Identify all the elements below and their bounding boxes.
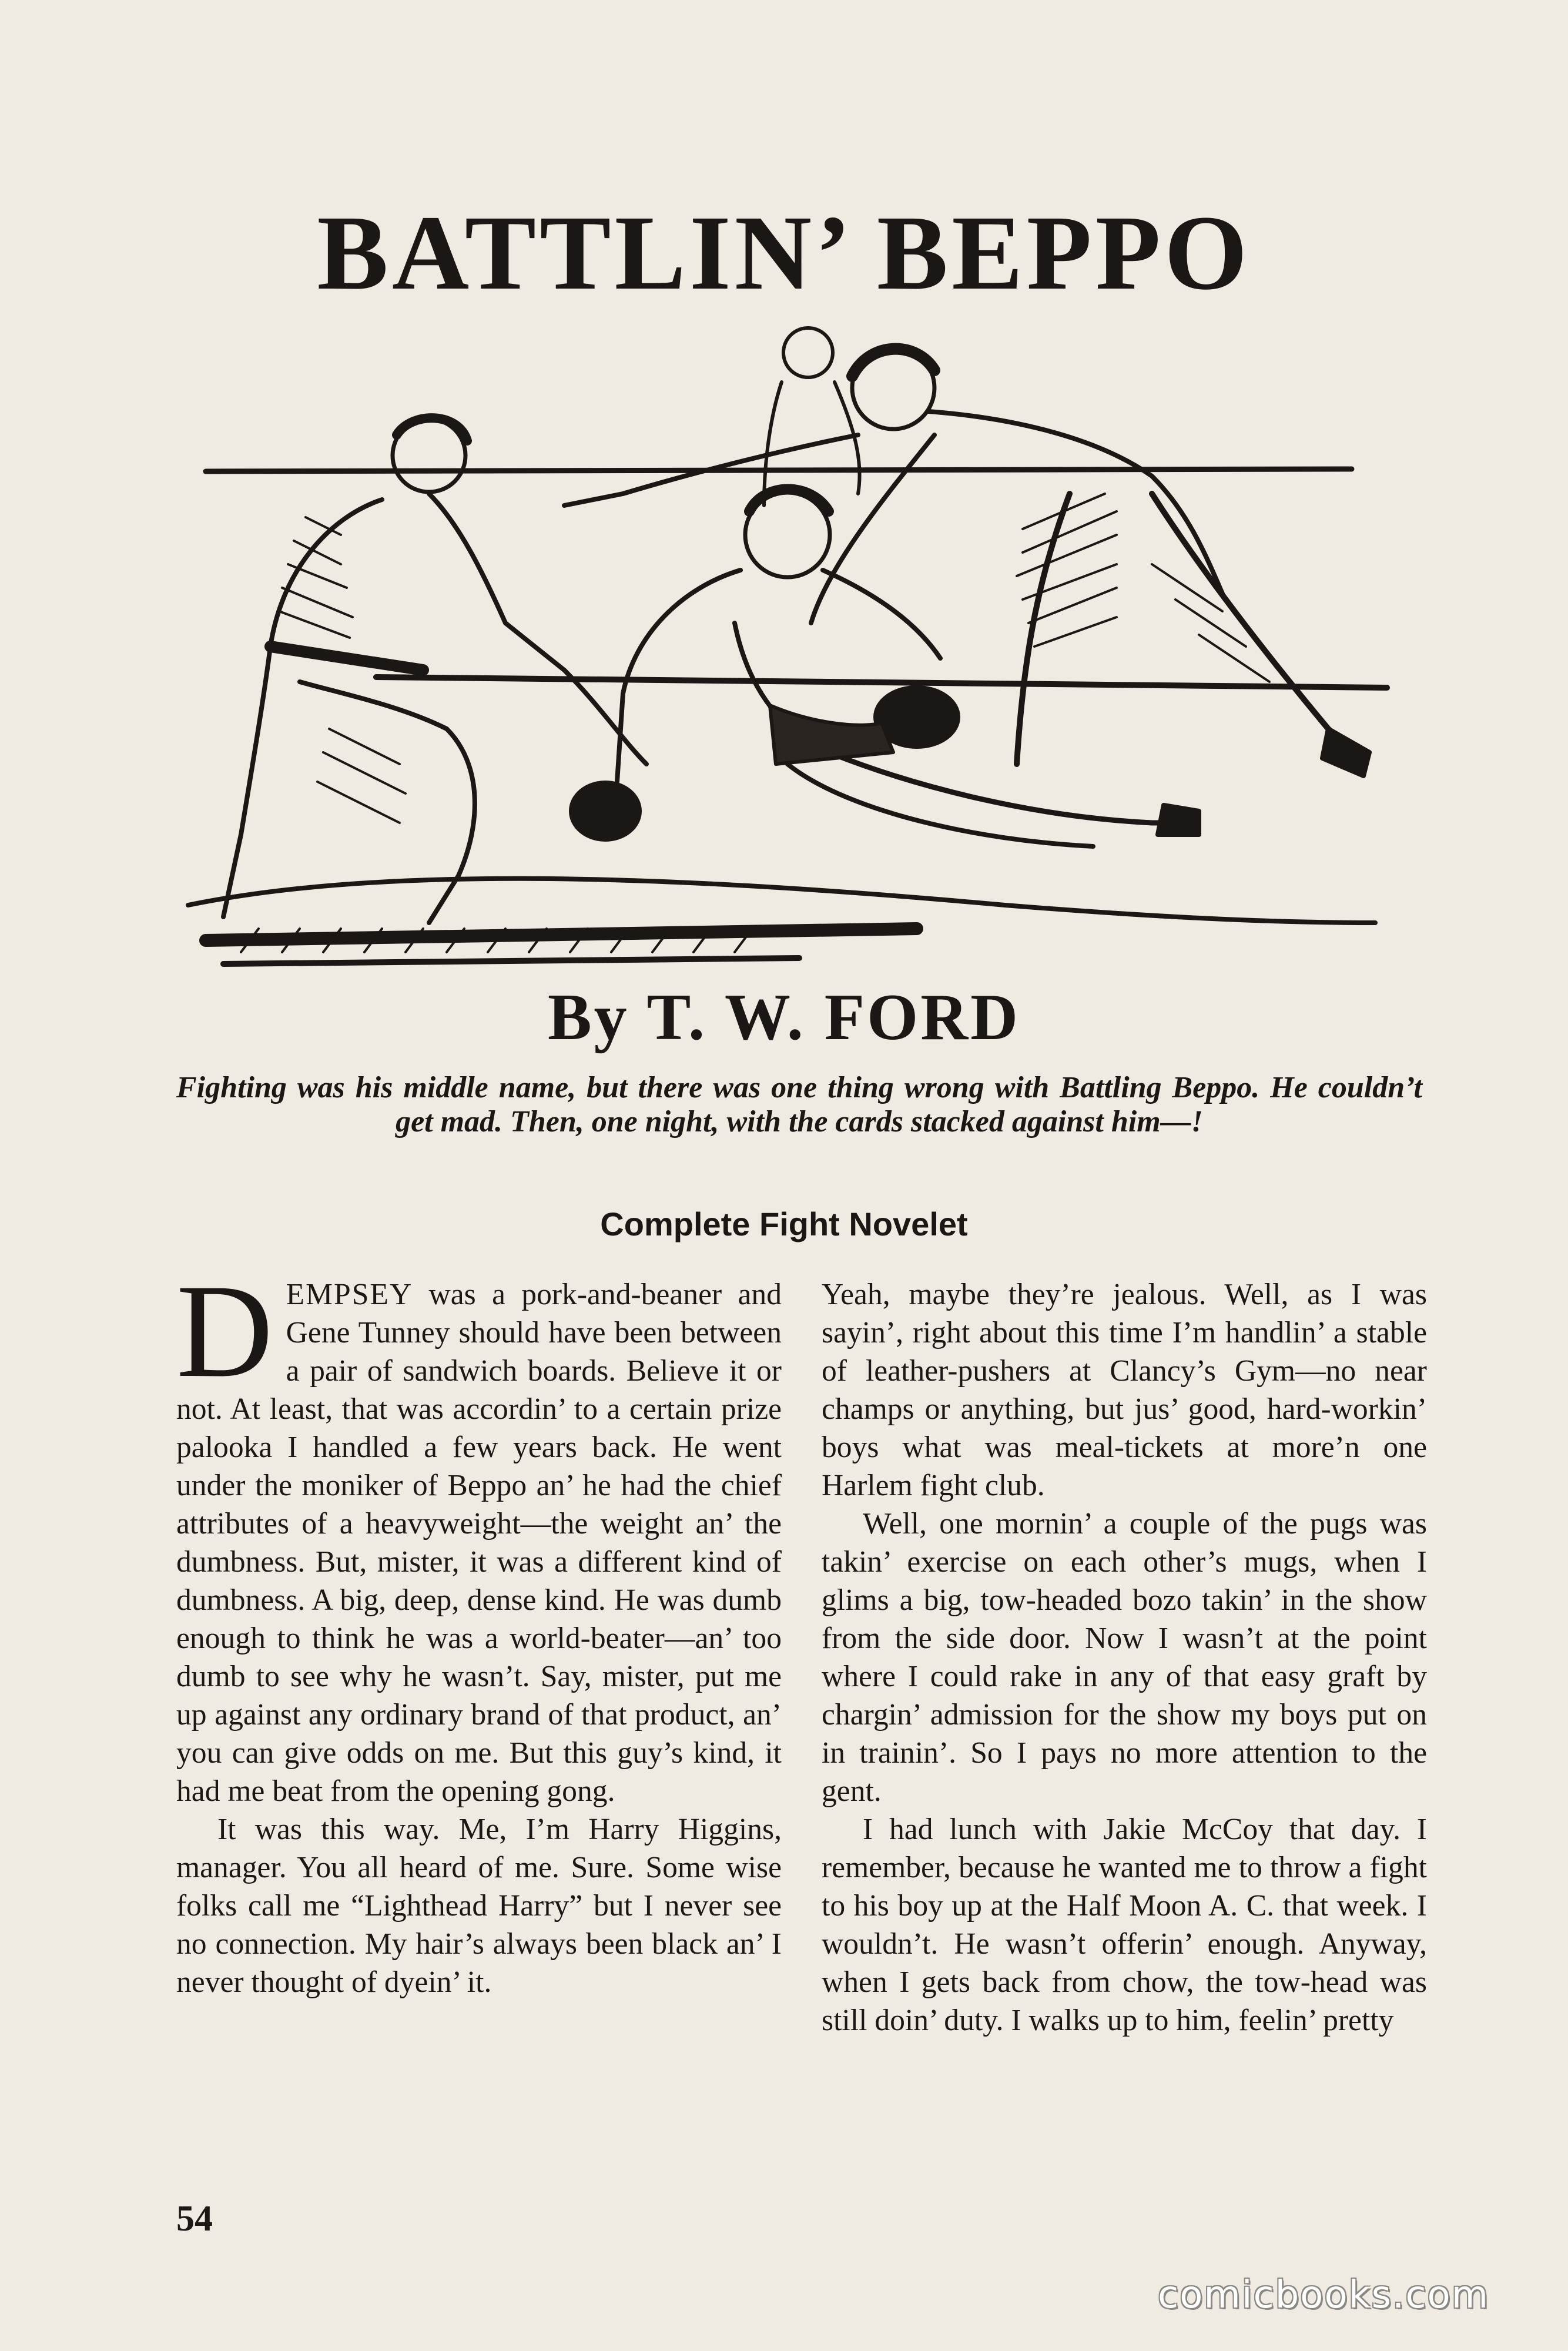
story-title: BATTLIN’ BEPPO bbox=[317, 194, 1251, 312]
story-blurb: Fighting was his middle name, but there was one thing wrong with Battling Beppo. He couldn’t get mad. Then, one night, with the cards stacked against him—! bbox=[176, 1071, 1422, 1138]
page-number: 54 bbox=[176, 2199, 213, 2239]
paragraph: It was this way. Me, I’m Harry Higgins, manager. You all heard of me. Sure. Some wise folks call me “Lighthead Harry” but I never see no connection. My hair’s always been black an’ I never thought of dyein’ it. bbox=[176, 1813, 782, 1999]
first-word: EMPSEY bbox=[286, 1278, 413, 1311]
paragraph: Well, one mornin’ a couple of the pugs was takin’ exercise on each other’s mugs, when I glims a big, tow-headed bozo takin’ in the show from the side door. Now I wasn’t at the point where I could rake in any of that easy graft by chargin’ admission for the show my boys put on in trainin’. So I pays no more attention to the gent. bbox=[822, 1507, 1427, 1808]
left-column bbox=[176, 1257, 782, 2001]
author-byline: By T. W. FORD bbox=[547, 981, 1021, 1054]
boxing-ring-illustration bbox=[153, 317, 1410, 993]
story-subtitle: Complete Fight Novelet bbox=[600, 1205, 968, 1243]
paragraph bbox=[176, 1257, 782, 1810]
paragraph: Yeah, maybe they’re jealous. Well, as I was sayin’, right about this time I’m handlin’ a stable of leather-pushers at Clancy’s Gym—no near champs or anything, but jus’ good, hard-workin’ boys what was meal-tickets at more’n one Harlem fight club. bbox=[822, 1278, 1427, 1502]
paragraph-text: was a pork-and-beaner and Gene Tunney should have been between a pair of sandwich boards. Believe it or not. At least, that was accordin’ to a certain prize palooka I handled a few years back. He went under the moniker of Beppo an’ he had the chief attributes of a heavyweight—the weight an’ the dumbness. But, mister, it was a different kind of dumbness. A big, deep, dense kind. He was dumb enough to think he was a world-beater—an’ too dumb to see why he wasn’t. Say, mister, put me up against any ordinary brand of that product, an’ you can give odds on me. But this guy’s kind, it had me beat from the opening gong. bbox=[176, 1278, 782, 1808]
right-column bbox=[822, 1275, 1427, 2039]
drop-cap: D bbox=[176, 1257, 273, 1405]
paragraph: I had lunch with Jakie McCoy that day. I remember, because he wanted me to throw a fight to his boy up at the Half Moon A. C. that week. I wouldn’t. He wasn’t offerin’ enough. Anyway, when I gets back from chow, the tow-head was still doin’ duty. I walks up to him, feelin’ pretty bbox=[822, 1813, 1427, 2037]
watermark-logo: comicbooks.com bbox=[1158, 2273, 1490, 2317]
